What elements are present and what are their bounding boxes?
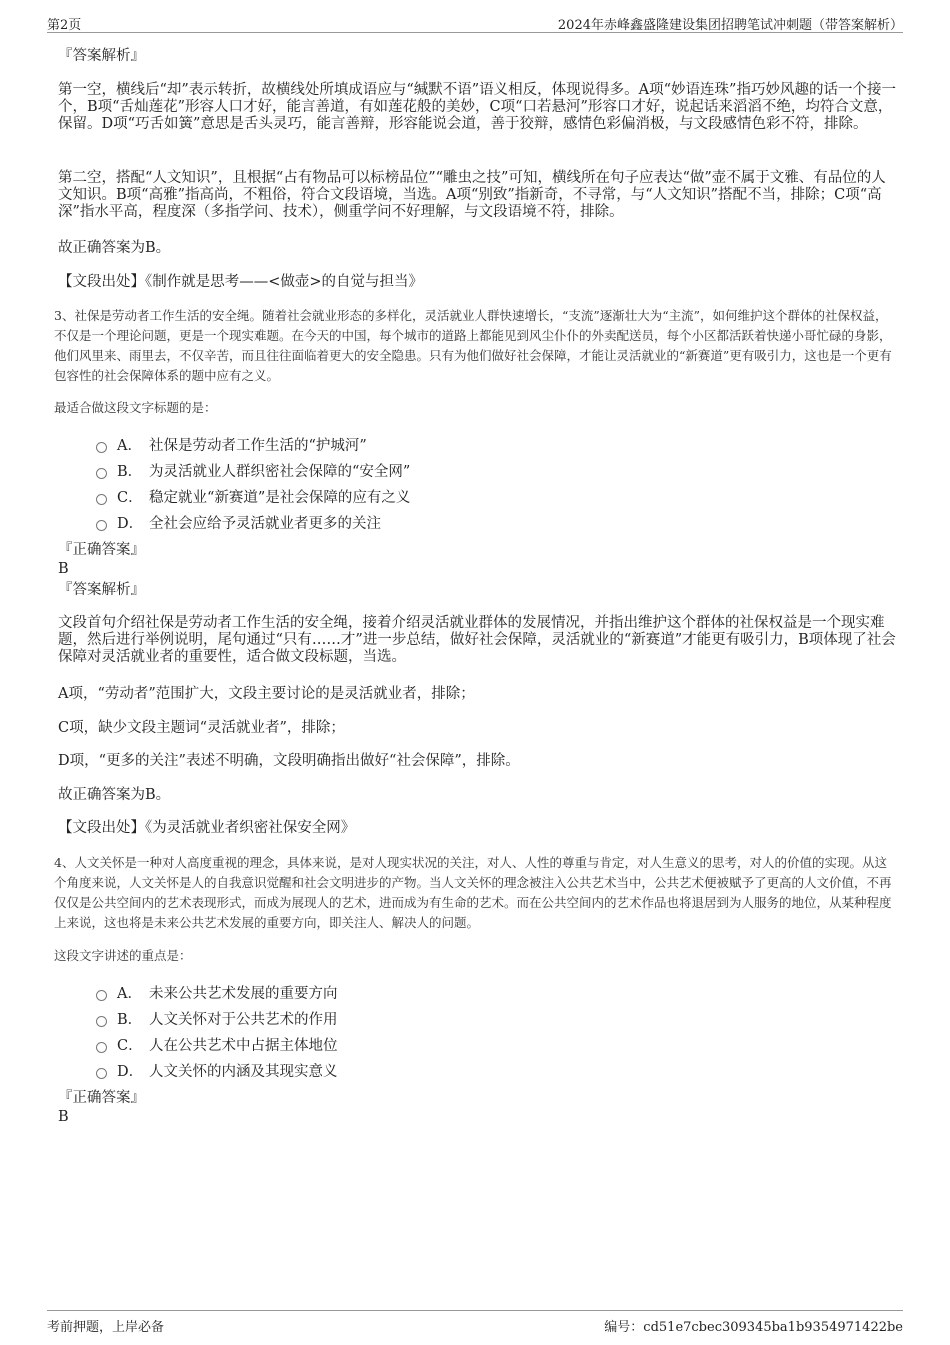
radio-icon[interactable]	[96, 442, 107, 453]
q4-option-c[interactable]	[96, 1037, 338, 1055]
q2-source: 【文段出处】《制作就是思考——<做壶>的自觉与担当》	[58, 274, 424, 290]
option-text: 稳定就业“新赛道”是社会保障的应有之义	[149, 490, 411, 506]
option-text: 全社会应给予灵活就业者更多的关注	[149, 516, 381, 532]
q4-prompt: 这段文字讲述的重点是：	[54, 948, 192, 963]
radio-icon[interactable]	[96, 990, 107, 1001]
option-key: A．	[117, 986, 142, 1002]
footer-slogan: 考前押题，上岸必备	[47, 1320, 165, 1335]
page-footer	[47, 1310, 903, 1335]
page-header	[47, 10, 903, 33]
q3-stem: 3、社保是劳动者工作生活的安全绳。随着社会就业形态的多样化，灵活就业人群快速增长，“支流”逐渐壮大为“主流”，如何维护这个群体的社保权益，不仅是一个理论问题，更是一个现实难题。在今天的中国，每个城市的道路上都能见到风尘仆仆的外卖配送员，每个小区都活跃着快递小哥忙碌的身影，他们风里来、雨里去，不仅辛苦，而且往往面临着更大的安全隐患。只有为他们做好社会保障，才能让灵活就业的“新赛道”更有吸引力，这也是一个更有包容性的社会保障体系的题中应有之义。	[54, 308, 892, 383]
q3-note-c: C项，缺少文段主题词“灵活就业者”，排除；	[58, 720, 345, 736]
q3-option-b[interactable]	[96, 463, 410, 481]
q3-prompt: 最适合做这段文字标题的是：	[54, 400, 217, 415]
q2-conclusion: 故正确答案为B。	[58, 240, 171, 256]
q3-answer: B	[58, 561, 69, 577]
option-key: B．	[117, 1012, 143, 1028]
option-text: 人文关怀的内涵及其现实意义	[149, 1064, 338, 1080]
option-key: C．	[117, 490, 143, 506]
q4-answer: B	[58, 1109, 69, 1125]
q3-option-c[interactable]	[96, 489, 410, 507]
option-key: A．	[117, 438, 142, 454]
radio-icon[interactable]	[96, 468, 107, 479]
radio-icon[interactable]	[96, 1068, 107, 1079]
option-key: B．	[117, 464, 143, 480]
q4-option-d[interactable]	[96, 1063, 338, 1081]
page-number: 第2页	[47, 18, 82, 33]
option-text: 社保是劳动者工作生活的“护城河”	[149, 438, 367, 454]
document-id: 编号：cd51e7cbec309345ba1b9354971422be	[604, 1320, 903, 1335]
q4-stem: 4、人文关怀是一种对人高度重视的理念，具体来说，是对人现实状况的关注，对人、人性的尊重与肯定，对人生意义的思考，对人的价值的实现。从这个角度来说，人文关怀是人的自我意识觉醒和社会文明进步的产物。当人文关怀的理念被注入公共艺术当中，公共艺术便被赋予了更高的人文价值，不再仅仅是公共空间内的艺术表现形式，而成为展现人的艺术，进而成为有生命的艺术。而在公共空间内的艺术作品也将退居到为人服务的地位，从某种程度上来说，这也将是未来公共艺术发展的重要方向，即关注人、解决人的问题。	[54, 855, 892, 930]
q4-option-a[interactable]	[96, 985, 338, 1003]
radio-icon[interactable]	[96, 1016, 107, 1027]
option-key: D．	[117, 516, 144, 532]
q3-note-d: D项，“更多的关注”表述不明确，文段明确指出做好“社会保障”，排除。	[58, 753, 520, 769]
q2-analysis-para1: 第一空，横线后“却”表示转折，故横线处所填成语应与“缄默不语”语义相反，体现说得多。A项“妙语连珠”指巧妙风趣的话一个接一个，B项“舌灿莲花”形容人口才好，能言善道，有如莲花般的美妙，C项“口若悬河”形容口才好，说起话来滔滔不绝，均符合文意，保留。D项“巧舌如簧”意思是舌头灵巧，能言善辩，形容能说会道，善于狡辩，感情色彩偏消极，与文段感情色彩不符，排除。	[58, 82, 896, 132]
radio-icon[interactable]	[96, 494, 107, 505]
q4-option-b[interactable]	[96, 1011, 338, 1029]
q3-option-d[interactable]	[96, 515, 381, 533]
radio-icon[interactable]	[96, 1042, 107, 1053]
q3-source: 【文段出处】《为灵活就业者织密社保安全网》	[58, 820, 356, 836]
q3-note-a: A项，“劳动者”范围扩大，文段主要讨论的是灵活就业者，排除；	[58, 686, 475, 702]
option-text: 人在公共艺术中占据主体地位	[149, 1038, 338, 1054]
q3-answer-label: 『正确答案』	[58, 542, 145, 558]
option-key: D．	[117, 1064, 144, 1080]
radio-icon[interactable]	[96, 520, 107, 531]
option-text: 人文关怀对于公共艺术的作用	[149, 1012, 338, 1028]
option-text: 未来公共艺术发展的重要方向	[149, 986, 338, 1002]
option-text: 为灵活就业人群织密社会保障的“安全网”	[149, 464, 411, 480]
q2-analysis-label: 『答案解析』	[58, 48, 145, 64]
q3-analysis: 文段首句介绍社保是劳动者工作生活的安全绳，接着介绍灵活就业群体的发展情况，并指出维护这个群体的社保权益是一个现实难题，然后进行举例说明，尾句通过“只有……才”进一步总结，做好社会保障，灵活就业的“新赛道”才能更有吸引力，B项体现了社会保障对灵活就业者的重要性，适合做文段标题，当选。	[58, 615, 896, 665]
q3-analysis-label: 『答案解析』	[58, 582, 145, 598]
q4-answer-label: 『正确答案』	[58, 1090, 145, 1106]
q3-option-a[interactable]	[96, 437, 367, 455]
q2-analysis-para2: 第二空，搭配“人文知识”，且根据“占有物品可以标榜品位”“雕虫之技”可知，横线所在句子应表达“做”壶不属于文雅、有品位的人文知识。B项“高雅”指高尚，不粗俗，符合文段语境，当选。A项“别致”指新奇，不寻常，与“人文知识”搭配不当，排除；C项“高深”指水平高，程度深（多指学问、技术），侧重学问不好理解，与文段语境不符，排除。	[58, 170, 886, 220]
q3-conclusion: 故正确答案为B。	[58, 787, 171, 803]
document-title: 2024年赤峰鑫盛隆建设集团招聘笔试冲刺题（带答案解析）	[557, 18, 903, 33]
option-key: C．	[117, 1038, 143, 1054]
